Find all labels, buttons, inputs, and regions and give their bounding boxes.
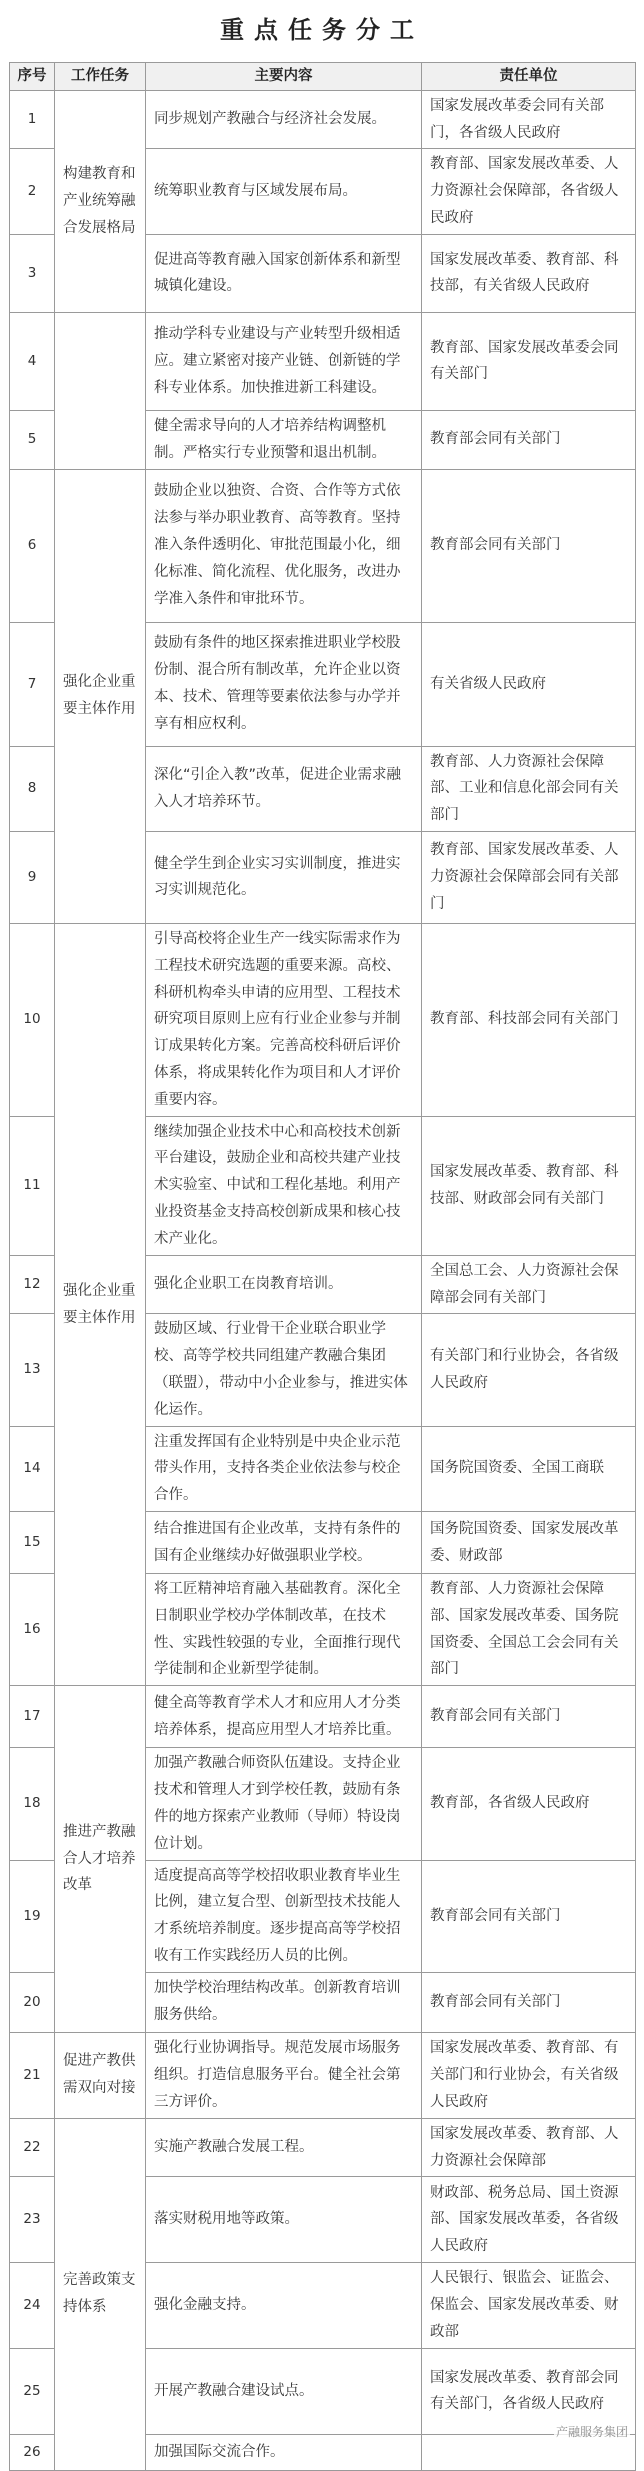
row-content: 强化金融支持。 bbox=[146, 2263, 422, 2348]
task-cell: 构建教育和产业统筹融合发展格局 bbox=[55, 90, 146, 312]
row-num: 22 bbox=[10, 2118, 55, 2177]
row-content: 鼓励有条件的地区探索推进职业学校股份制、混合所有制改革，允许企业以资本、技术、管理等要素依法参与办学并享有相应权利。 bbox=[146, 622, 422, 746]
row-content: 健全需求导向的人才培养结构调整机制。严格实行专业预警和退出机制。 bbox=[146, 410, 422, 469]
row-num: 20 bbox=[10, 1972, 55, 2032]
row-content: 结合推进国有企业改革，支持有条件的国有企业继续办好做强职业学校。 bbox=[146, 1512, 422, 1574]
row-unit: 国家发展改革委、教育部、人力资源社会保障部 bbox=[422, 2118, 636, 2177]
header-unit: 责任单位 bbox=[422, 63, 636, 91]
table-row bbox=[10, 2118, 636, 2177]
row-num: 11 bbox=[10, 1116, 55, 1255]
row-unit: 教育部、国家发展改革委、人力资源社会保障部会同有关部门 bbox=[422, 831, 636, 923]
row-num: 4 bbox=[10, 312, 55, 410]
row-unit: 国家发展改革委、教育部会同有关部门，各省级人民政府 bbox=[422, 2348, 636, 2434]
row-unit: 全国总工会、人力资源社会保障部会同有关部门 bbox=[422, 1255, 636, 1314]
row-num: 12 bbox=[10, 1255, 55, 1314]
row-content: 鼓励企业以独资、合资、合作等方式依法参与举办职业教育、高等教育。坚持准入条件透明化、审批范围最小化，细化标准、简化流程、优化服务，改进办学准入条件和审批环节。 bbox=[146, 469, 422, 622]
row-unit: 国务院国资委、国家发展改革委、财政部 bbox=[422, 1512, 636, 1574]
task-cell: 完善政策支持体系 bbox=[55, 2118, 146, 2470]
row-num: 18 bbox=[10, 1748, 55, 1860]
row-content: 健全学生到企业实习实训制度，推进实习实训规范化。 bbox=[146, 831, 422, 923]
row-unit: 人民银行、银监会、证监会、保监会、国家发展改革委、财政部 bbox=[422, 2263, 636, 2348]
row-unit: 教育部、国家发展改革委、人力资源社会保障部，各省级人民政府 bbox=[422, 149, 636, 234]
row-content: 继续加强企业技术中心和高校技术创新平台建设，鼓励企业和高校共建产业技术实验室、中试和工程化基地。利用产业投资基金支持高校创新成果和核心技术产业化。 bbox=[146, 1116, 422, 1255]
row-unit: 教育部、科技部会同有关部门 bbox=[422, 923, 636, 1116]
row-unit: 教育部、国家发展改革委会同有关部门 bbox=[422, 312, 636, 410]
row-num: 1 bbox=[10, 90, 55, 149]
row-content: 注重发挥国有企业特别是中央企业示范带头作用，支持各类企业依法参与校企合作。 bbox=[146, 1426, 422, 1511]
row-content: 加快学校治理结构改革。创新教育培训服务供给。 bbox=[146, 1972, 422, 2032]
row-num: 9 bbox=[10, 831, 55, 923]
row-num: 24 bbox=[10, 2263, 55, 2348]
row-unit: 教育部、人力资源社会保障部、国家发展改革委、国务院国资委、全国总工会会同有关部门 bbox=[422, 1574, 636, 1686]
header-num: 序号 bbox=[10, 63, 55, 91]
table-row bbox=[10, 1686, 636, 1748]
row-content: 引导高校将企业生产一线实际需求作为工程技术研究选题的重要来源。高校、科研机构牵头申请的应用型、工程技术研究项目原则上应有行业企业参与并制订成果转化方案。完善高校科研后评价体系，将成果转化作为项目和人才评价重要内容。 bbox=[146, 923, 422, 1116]
table-header-row bbox=[10, 63, 636, 91]
row-unit: 国家发展改革委、教育部、科技部，有关省级人民政府 bbox=[422, 234, 636, 312]
row-content: 适度提高高等学校招收职业教育毕业生比例，建立复合型、创新型技术技能人才系统培养制度。逐步提高高等学校招收有工作实践经历人员的比例。 bbox=[146, 1860, 422, 1972]
row-num: 5 bbox=[10, 410, 55, 469]
row-content: 加强国际交流合作。 bbox=[146, 2434, 422, 2470]
header-content: 主要内容 bbox=[146, 63, 422, 91]
row-num: 3 bbox=[10, 234, 55, 312]
row-unit: 教育部会同有关部门 bbox=[422, 1860, 636, 1972]
row-content: 推动学科专业建设与产业转型升级相适应。建立紧密对接产业链、创新链的学科专业体系。加快推进新工科建设。 bbox=[146, 312, 422, 410]
row-num: 8 bbox=[10, 746, 55, 831]
row-unit: 有关省级人民政府 bbox=[422, 622, 636, 746]
watermark: 产融服务集团 bbox=[555, 2425, 628, 2439]
row-content: 促进高等教育融入国家创新体系和新型城镇化建设。 bbox=[146, 234, 422, 312]
row-unit: 教育部、人力资源社会保障部、工业和信息化部会同有关部门 bbox=[422, 746, 636, 831]
row-unit: 国家发展改革委会同有关部门，各省级人民政府 bbox=[422, 90, 636, 149]
row-num: 19 bbox=[10, 1860, 55, 1972]
row-content: 强化行业协调指导。规范发展市场服务组织。打造信息服务平台。健全社会第三方评价。 bbox=[146, 2032, 422, 2118]
row-content: 将工匠精神培育融入基础教育。深化全日制职业学校办学体制改革，在技术性、实践性较强的专业，全面推行现代学徒制和企业新型学徒制。 bbox=[146, 1574, 422, 1686]
row-num: 2 bbox=[10, 149, 55, 234]
task-cell: 强化企业重要主体作用 bbox=[55, 923, 146, 1685]
row-content: 开展产教融合建设试点。 bbox=[146, 2348, 422, 2434]
row-content: 统筹职业教育与区域发展布局。 bbox=[146, 149, 422, 234]
row-content: 落实财税用地等政策。 bbox=[146, 2177, 422, 2263]
row-unit: 教育部，各省级人民政府 bbox=[422, 1748, 636, 1860]
table-row bbox=[10, 2032, 636, 2118]
row-num: 7 bbox=[10, 622, 55, 746]
header-task: 工作任务 bbox=[55, 63, 146, 91]
row-num: 10 bbox=[10, 923, 55, 1116]
table-row bbox=[10, 469, 636, 622]
table-row bbox=[10, 923, 636, 1116]
row-unit: 财政部、税务总局、国土资源部、国家发展改革委，各省级人民政府 bbox=[422, 2177, 636, 2263]
task-cell: 强化企业重要主体作用 bbox=[55, 469, 146, 923]
row-unit: 教育部会同有关部门 bbox=[422, 410, 636, 469]
task-cell: 推进产教融合人才培养改革 bbox=[55, 1686, 146, 2033]
task-cell bbox=[55, 312, 146, 469]
row-unit: 教育部会同有关部门 bbox=[422, 1972, 636, 2032]
row-num: 26 bbox=[10, 2434, 55, 2470]
row-content: 加强产教融合师资队伍建设。支持企业技术和管理人才到学校任教，鼓励有条件的地方探索产业教师（导师）特设岗位计划。 bbox=[146, 1748, 422, 1860]
row-content: 深化“引企入教”改革，促进企业需求融入人才培养环节。 bbox=[146, 746, 422, 831]
row-content: 健全高等教育学术人才和应用人才分类培养体系，提高应用型人才培养比重。 bbox=[146, 1686, 422, 1748]
row-unit: 教育部会同有关部门 bbox=[422, 1686, 636, 1748]
row-unit: 教育部会同有关部门 bbox=[422, 469, 636, 622]
row-content: 同步规划产教融合与经济社会发展。 bbox=[146, 90, 422, 149]
table-row bbox=[10, 312, 636, 410]
row-num: 6 bbox=[10, 469, 55, 622]
row-num: 15 bbox=[10, 1512, 55, 1574]
task-table bbox=[9, 62, 636, 2471]
table-row bbox=[10, 90, 636, 149]
row-content: 鼓励区域、行业骨干企业联合职业学校、高等学校共同组建产教融合集团（联盟），带动中小企业参与，推进实体化运作。 bbox=[146, 1314, 422, 1426]
page-title: 重点任务分工 bbox=[220, 15, 424, 44]
row-unit: 国家发展改革委、教育部、科技部、财政部会同有关部门 bbox=[422, 1116, 636, 1255]
row-num: 25 bbox=[10, 2348, 55, 2434]
row-content: 实施产教融合发展工程。 bbox=[146, 2118, 422, 2177]
row-unit: 国务院国资委、全国工商联 bbox=[422, 1426, 636, 1511]
row-num: 13 bbox=[10, 1314, 55, 1426]
row-unit: 有关部门和行业协会，各省级人民政府 bbox=[422, 1314, 636, 1426]
row-num: 23 bbox=[10, 2177, 55, 2263]
row-num: 21 bbox=[10, 2032, 55, 2118]
row-num: 17 bbox=[10, 1686, 55, 1748]
row-content: 强化企业职工在岗教育培训。 bbox=[146, 1255, 422, 1314]
row-num: 14 bbox=[10, 1426, 55, 1511]
task-cell: 促进产教供需双向对接 bbox=[55, 2032, 146, 2118]
row-unit: 国家发展改革委、教育部、有关部门和行业协会，有关省级人民政府 bbox=[422, 2032, 636, 2118]
row-num: 16 bbox=[10, 1574, 55, 1686]
